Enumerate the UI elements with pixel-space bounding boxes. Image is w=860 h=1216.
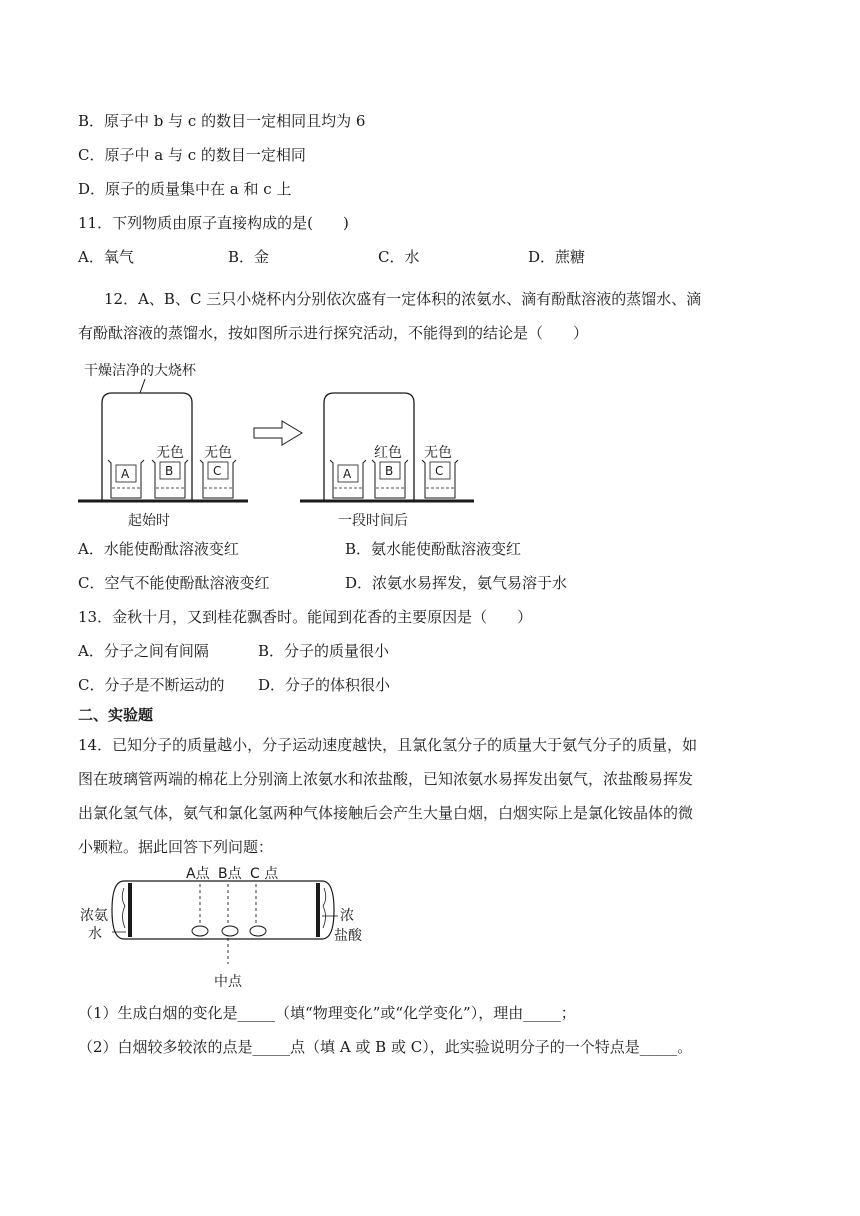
q13-stem: 13．金秋十月，又到桂花飘香时。能闻到花香的主要原因是（ ）	[78, 608, 533, 626]
q12-option-c: C．空气不能使酚酞溶液变红	[78, 574, 270, 592]
point-c-label: C 点	[250, 866, 279, 882]
left-b-color: 无色	[156, 445, 184, 461]
q13-option-a: A．分子之间有间隔	[78, 642, 209, 660]
svg-text:A: A	[343, 467, 352, 481]
point-a-marker	[192, 926, 208, 936]
left-reagent-label-1: 浓氨	[80, 908, 108, 924]
point-a-label: A点	[186, 866, 210, 882]
q13-option-d: D．分子的体积很小	[258, 676, 391, 694]
right-caption: 一段时间后	[338, 513, 408, 529]
right-reagent-label-1: 浓	[340, 908, 354, 924]
left-small-beaker-a	[108, 460, 144, 498]
mid-point-label: 中点	[214, 974, 242, 990]
right-c-color: 无色	[424, 445, 452, 461]
q13-option-c: C．分子是不断运动的	[78, 676, 225, 694]
q11-option-c: C．水	[378, 248, 420, 266]
q14-stem-line1: 14．已知分子的质量越小，分子运动速度越快，且氯化氢分子的质量大于氨气分子的质量，如	[78, 736, 698, 754]
point-b-marker	[222, 926, 238, 936]
point-b-label: B点	[218, 866, 242, 882]
right-cotton-plug	[316, 883, 320, 937]
point-c-marker	[250, 926, 266, 936]
svg-text:A: A	[121, 467, 130, 481]
q13-option-b: B．分子的质量很小	[258, 642, 390, 660]
q14-tube-figure	[0, 858, 400, 998]
right-small-beaker-b	[372, 460, 408, 498]
svg-text:C: C	[213, 464, 222, 478]
q12-option-b: B．氨水能使酚酞溶液变红	[345, 540, 522, 558]
svg-text:B: B	[165, 464, 174, 478]
q10-option-c: C．原子中 a 与 c 的数目一定相同	[78, 146, 306, 164]
q11-option-d: D．蔗糖	[528, 248, 586, 266]
q12-beaker-figure	[0, 355, 520, 530]
q14-stem-line2: 图在玻璃管两端的棉花上分别滴上浓氨水和浓盐酸，已知浓氨水易挥发出氨气，浓盐酸易挥发	[78, 770, 694, 788]
left-caption: 起始时	[128, 513, 170, 529]
left-reagent-label-2: 水	[88, 926, 102, 942]
label-pointer	[140, 379, 145, 393]
left-cotton-plug	[128, 883, 132, 937]
big-beaker-label: 干燥洁净的大烧杯	[84, 363, 196, 379]
q12-stem-line2: 有酚酞溶液的蒸馏水，按如图所示进行探究活动，不能得到的结论是（ ）	[78, 324, 589, 342]
q14-sub2: （2）白烟较多较浓的点是_____点（填 A 或 B 或 C），此实验说明分子的一个特点是_____。	[78, 1038, 693, 1056]
q12-option-d: D．浓氨水易挥发，氨气易溶于水	[345, 574, 568, 592]
svg-text:C: C	[435, 464, 444, 478]
svg-text:B: B	[385, 464, 394, 478]
q14-sub1: （1）生成白烟的变化是_____（填“物理变化”或“化学变化”），理由_____；	[78, 1004, 576, 1022]
right-small-beaker-a	[330, 460, 366, 498]
q14-stem-line4: 小颗粒。据此回答下列问题：	[78, 838, 274, 856]
left-c-color: 无色	[204, 445, 232, 461]
arrow-icon	[254, 421, 302, 445]
q11-option-a: A．氧气	[78, 248, 134, 266]
q12-option-a: A．水能使酚酞溶液变红	[78, 540, 239, 558]
q11-stem: 11．下列物质由原子直接构成的是( )	[78, 214, 349, 232]
left-small-beaker-c	[200, 460, 236, 498]
right-reagent-label-2: 盐酸	[334, 928, 362, 944]
right-b-color: 红色	[374, 445, 402, 461]
right-small-beaker-c	[422, 460, 458, 498]
q10-option-b: B．原子中 b 与 c 的数目一定相同且均为 6	[78, 112, 366, 130]
left-small-beaker-b	[152, 460, 188, 498]
q11-option-b: B．金	[228, 248, 270, 266]
section-title: 二、实验题	[78, 706, 154, 724]
q10-option-d: D．原子的质量集中在 a 和 c 上	[78, 180, 292, 198]
q14-stem-line3: 出氯化氢气体，氨气和氯化氢两种气体接触后会产生大量白烟，白烟实际上是氯化铵晶体的微	[78, 804, 694, 822]
q12-stem-line1: 12．A、B、C 三只小烧杯内分别依次盛有一定体积的浓氨水、滴有酚酞溶液的蒸馏水、滴	[104, 290, 702, 308]
